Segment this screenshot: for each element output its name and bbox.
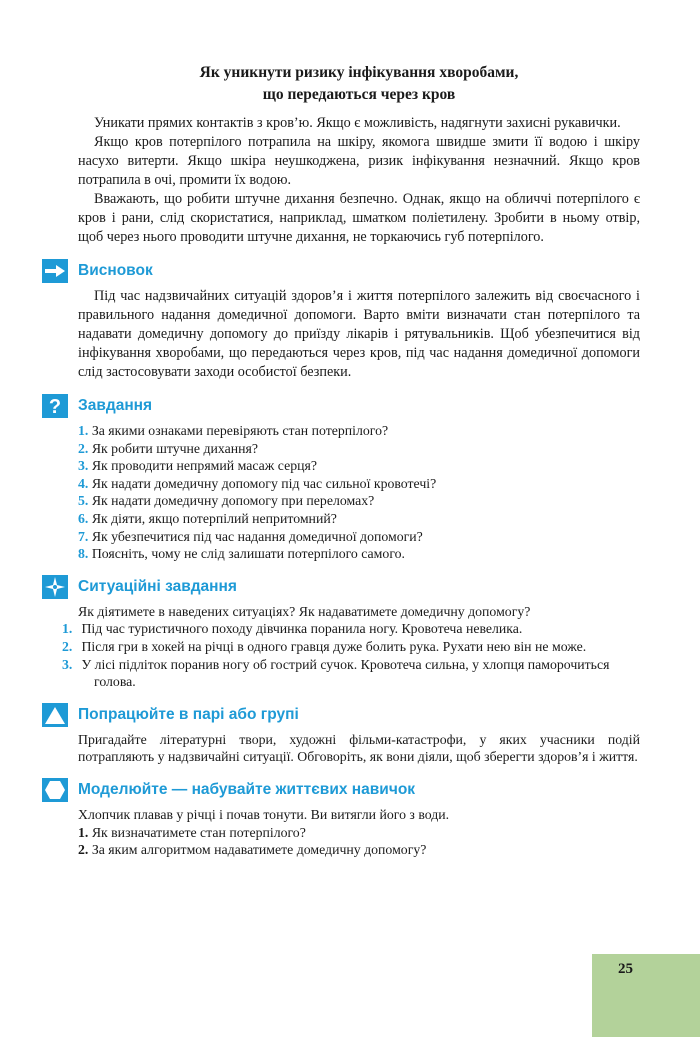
situations-heading <box>78 575 640 599</box>
conclusion-heading-text: Висновок <box>78 262 153 279</box>
svg-text:?: ? <box>48 396 62 417</box>
title-line-1: Як уникнути ризику інфікування хворобами, <box>199 64 519 81</box>
list-item: 8. Поясніть, чому не слід залишати потерпілого самого. <box>78 546 405 562</box>
tasks-heading <box>48 394 640 418</box>
list-item: 2. За яким алгоритмом надаватимете домедичну допомогу? <box>78 842 427 858</box>
list-item: 1. За якими ознаками перевіряють стан потерпілого? <box>78 423 389 438</box>
intro-paragraph: Якщо кров потерпілого потрапила на шкіру, якомога швидше змити її водою і шкіру насухо витерти. Якщо шкіра неушкоджена, ризик інфікування незначний. Якщо кров потрапила в очі, промити їх водою. <box>78 134 640 188</box>
list-item: 4. Як надати домедичну допомогу під час сильної кровотечі? <box>78 475 437 491</box>
intro-block <box>78 114 640 247</box>
page-number: 25 <box>618 961 633 977</box>
section-title <box>78 62 640 106</box>
pairwork-text: Пригадайте літературні твори, художні фільми-катастрофи, у яких учасники подій потрапляють у надзвичайні ситуації. Обговоріть, як вони діяли, щоб зберегти здоров’я і життя. <box>78 731 640 765</box>
question-mark-icon <box>42 394 68 418</box>
hexagon-icon <box>42 778 68 802</box>
conclusion-heading <box>78 259 640 283</box>
triangle-icon <box>42 703 68 727</box>
tasks-list <box>78 422 640 563</box>
modeling-intro: Хлопчик плавав у річці і почав тонути. Ви витягли його з води. <box>78 806 450 822</box>
page-number-tab <box>592 954 700 1037</box>
list-item: 2. Після гри в хокей на річці в одного гравця дуже болить рука. Рухати нею він не може. <box>62 638 587 654</box>
title-line-2: що передаються через кров <box>262 86 456 103</box>
list-item: 3. Як проводити непрямий масаж серця? <box>78 458 317 474</box>
pairwork-heading <box>78 703 640 727</box>
intro-paragraph: Уникати прямих контактів з кров’ю. Якщо є можливість, надягнути захисні рукавички. <box>94 115 621 131</box>
conclusion-text: Під час надзвичайних ситуацій здоров’я і життя потерпілого залежить від своєчасного і правильного надання домедичної допомоги. Варто вміти визначати стан потерпілого та надавати домедичну допомогу до приїзду лікарів і рятувальників. Щоб убезпечитися від інфікування хворобами, що передаються через кров, під час надання домедичної допомоги слід застосовувати заходи особистої безпеки. <box>78 288 640 380</box>
compass-star-icon <box>42 575 68 599</box>
list-item: 7. Як убезпечитися під час надання домедичної допомоги? <box>78 528 423 544</box>
list-item: 1. Як визначатимете стан потерпілого? <box>78 824 306 840</box>
arrow-right-icon <box>42 259 68 283</box>
list-item: 1. Під час туристичного походу дівчинка поранила ногу. Кровотеча невелика. <box>62 621 523 637</box>
modeling-heading <box>78 778 640 802</box>
situations-intro: Як діятимете в наведених ситуаціях? Як надаватимете домедичну допомогу? <box>78 603 531 619</box>
situations-list <box>62 620 640 690</box>
list-item: 5. Як надати домедичну допомогу при переломах? <box>78 493 375 509</box>
tasks-heading-text: Завдання <box>78 397 153 414</box>
modeling-list <box>78 824 640 859</box>
pairwork-heading-text: Попрацюйте в парі або групі <box>78 705 299 723</box>
situations-heading-text: Ситуаційні завдання <box>78 577 237 595</box>
modeling-heading-text: Моделюйте — набувайте життєвих навичок <box>78 780 416 798</box>
page-content <box>48 62 640 859</box>
intro-paragraph: Вважають, що робити штучне дихання безпечно. Однак, якщо на обличчі потерпілого є кров і рани, слід скористатися, наприклад, шматком поліетилену. Зробити в ньому отвір, щоб через нього проводити штучне дихання, не торкаючись губ потерпілого. <box>78 191 640 245</box>
list-item: 2. Як робити штучне дихання? <box>78 440 258 456</box>
list-item: 6. Як діяти, якщо потерпілий непритомний? <box>78 510 337 526</box>
list-item: 3. У лісі підліток поранив ногу об гострий сучок. Кровотеча сильна, у хлопця паморочиться голова. <box>62 656 610 690</box>
